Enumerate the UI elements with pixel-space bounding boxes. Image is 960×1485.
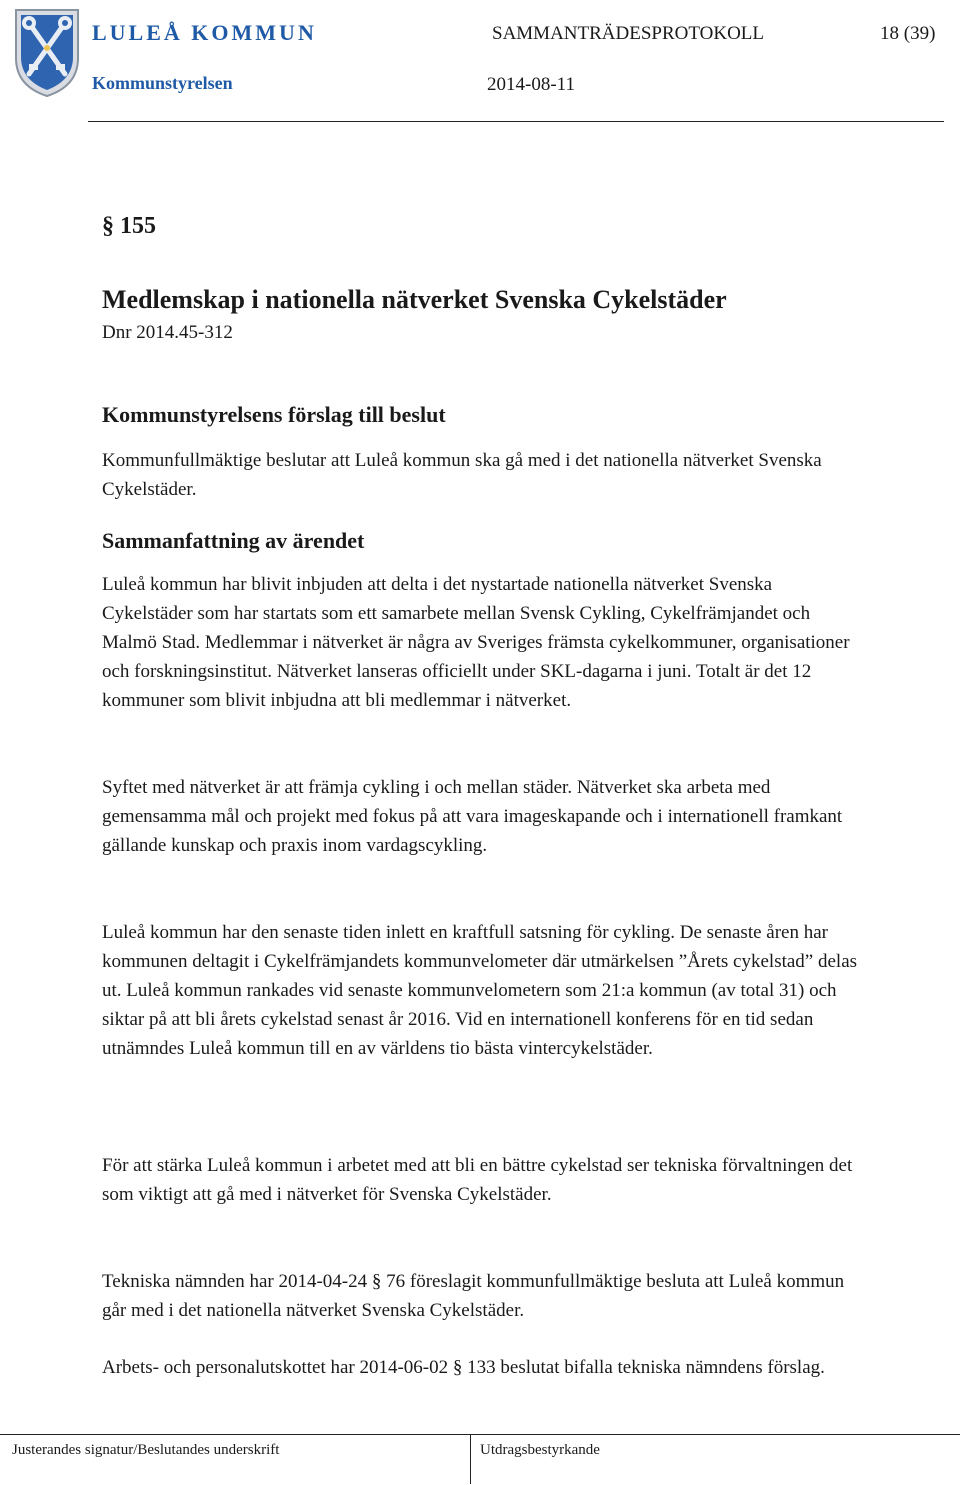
summary-paragraph-5: Tekniska nämnden har 2014-04-24 § 76 föreslagit kommunfullmäktige besluta att Luleå kommun går med i det nationella nätverket Svenska Cykelstäder.: [102, 1271, 845, 1321]
case-number: Dnr 2014.45-312: [102, 322, 233, 343]
summary-heading: Sammanfattning av ärendet: [102, 528, 365, 553]
footer-column-divider: [470, 1434, 471, 1484]
proposal-text: Kommunfullmäktige beslutar att Luleå kommun ska gå med i det nationella nätverket Svenska Cykelstäder.: [102, 450, 822, 500]
document-type: SAMMANTRÄDESPROTOKOLL: [492, 23, 765, 44]
proposal-heading: Kommunstyrelsens förslag till beslut: [102, 402, 446, 427]
page-title: Medlemskap i nationella nätverket Svenska Cykelstäder: [102, 285, 727, 314]
summary-paragraph-6: Arbets- och personalutskottet har 2014-06-02 § 133 beslutat bifalla tekniska nämndens förslag.: [102, 1357, 825, 1378]
coat-of-arms-keys-icon: [12, 6, 82, 98]
department-name: Kommunstyrelsen: [92, 73, 233, 93]
signature-label: Justerandes signatur/Beslutandes underskrift: [12, 1442, 280, 1458]
summary-paragraph-2: Syftet med nätverket är att främja cykling i och mellan städer. Nätverket ska arbeta med gemensamma mål och projekt med fokus på att vara imageskapande och i internationell framkant gällande kunskap och praxis inom vardagscykling.: [102, 777, 843, 856]
summary-paragraph-4: För att stärka Luleå kommun i arbetet med att bli en bättre cykelstad ser tekniska förvaltningen det som viktigt att gå med i nätverket för Svenska Cykelstäder.: [102, 1155, 853, 1205]
header-divider: [88, 121, 944, 122]
organization-name: LULEÅ KOMMUN: [92, 20, 317, 45]
summary-paragraph-1: Luleå kommun har blivit inbjuden att delta i det nystartade nationella nätverket Svenska Cykelstäder som har startats som ett samarbete mellan Svensk Cykling, Cykelfrämjandet och Malmö Stad. Medlemmar i nätverket är några av Sveriges främsta cykelkommuner, organisationer och forskningsinstitut. Nätverket lanseras officiellt under SKL-dagarna i juni. Totalt är det 12 kommuner som blivit inbjudna att bli medlemmar i nätverket.: [102, 574, 850, 711]
extract-certification-label: Utdragsbestyrkande: [480, 1442, 600, 1458]
page-number: 18 (39): [880, 23, 936, 44]
meeting-date: 2014-08-11: [487, 74, 575, 95]
footer-divider: [0, 1434, 960, 1435]
summary-paragraph-3: Luleå kommun har den senaste tiden inlett en kraftfull satsning för cykling. De senaste åren har kommunen deltagit i Cykelfrämjandets kommunvelometer där utmärkelsen ”Årets cykelstad” delas ut. Luleå kommun rankades vid senaste kommunvelometern som 21:a kommun (av total 31) och siktar på att bli årets cykelstad senast år 2016. Vid en internationell konferens för en tid sedan utnämndes Luleå kommun till en av världens tio bästa vintercykelstäder.: [102, 922, 858, 1059]
paragraph-number: § 155: [102, 213, 156, 239]
